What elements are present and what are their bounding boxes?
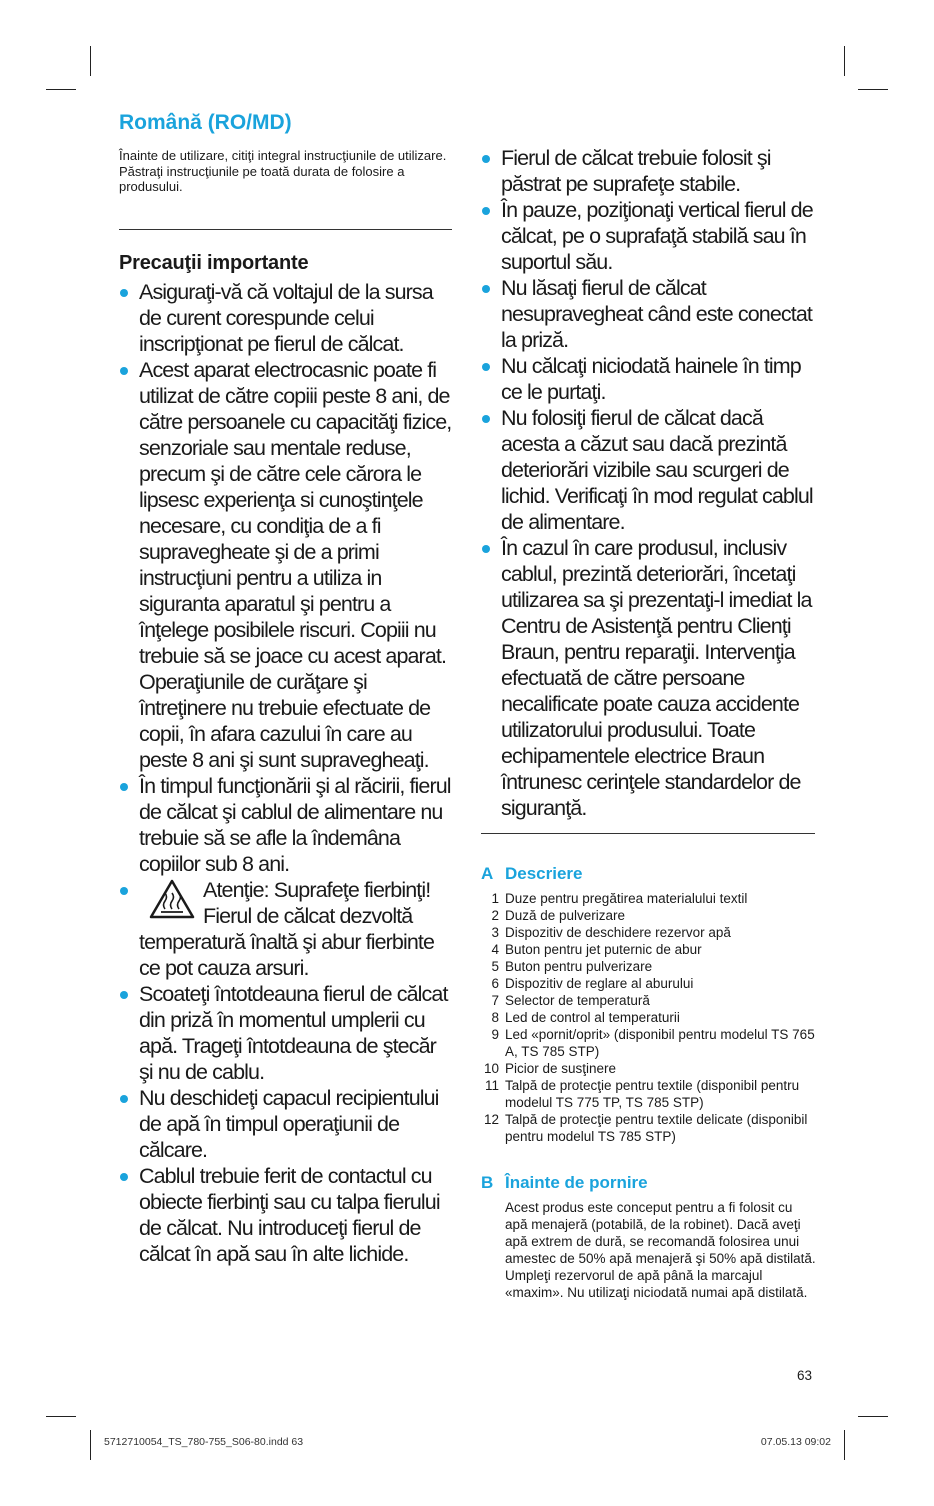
crop-mark <box>844 1430 845 1460</box>
list-item: În timpul funcţionării şi al răcirii, fierul de călcat şi cablul de alimentare nu trebuie să se afle la îndemâna copiilor sub 8 ani. <box>119 773 454 877</box>
list-item: În cazul în care produsul, inclusiv cablul, prezintă deteriorări, încetaţi utilizarea sa şi prezentaţi-l imediat la Centru de Asistenţă pentru Clienţi Braun, pentru reparaţii. Intervenţia efectuată de către persoane necalificate poate cauza accidente utilizatorului produsului. Toate echipamentele electrice Braun întrunesc cerinţele standardelor de siguranţă. <box>481 535 817 821</box>
list-item: Asiguraţi-vă că voltajul de la sursa de curent corespunde celui inscripţionat pe fierul de călcat. <box>119 279 454 357</box>
list-item: 5 Buton pentru pulverizare <box>491 959 653 974</box>
list-item: Acest aparat electrocasnic poate fi utilizat de către copiii peste 8 ani, de către persoanele cu capacităţi fizice, senzoriale sau mentale reduse, precum şi de către cele cărora le lipsesc experienţa si cunoştinţele necesare, cu condiţia de a fi supravegheate şi de a primi instrucţiuni pentru a utiliza in siguranta aparatul şi pentru a înţelege posibilele riscuri. Copiii nu trebuie să se joace cu acest aparat. Operaţiunile de curăţare şi întreţinere nu trebuie efectuate de copii, în afara cazului în care au peste 8 ani şi sunt supravegheaţi. <box>119 357 454 773</box>
section-a-heading: A Descriere <box>481 864 583 883</box>
list-item: 6 Dispozitiv de reglare al aburului <box>491 976 694 991</box>
footer-file: 5712710054_TS_780-755_S06-80.indd 63 <box>104 1436 304 1448</box>
divider <box>481 833 815 834</box>
section-b-heading: B Înainte de pornire <box>481 1173 648 1192</box>
list-item: Nu folosiţi fierul de călcat dacă acesta a căzut sau dacă prezintă deteriorări vizibile sau scurgeri de lichid. Verificaţi în mod regulat cablul de alimentare. <box>481 405 817 535</box>
description-list <box>481 890 817 1145</box>
crop-mark <box>46 89 76 90</box>
crop-mark <box>90 1430 91 1460</box>
precautions-title: Precauţii importante <box>119 251 309 274</box>
list-item: 1 Duze pentru pregătirea materialului textil <box>491 891 748 906</box>
right-column <box>481 145 817 1301</box>
page-number: 63 <box>797 1368 813 1383</box>
crop-mark <box>844 46 845 76</box>
list-item: 8 Led de control al temperaturii <box>491 1010 680 1025</box>
hot-surface-warning-icon <box>149 879 195 919</box>
list-item: 11 Talpă de protecţie pentru textile (disponibil pentru modelul TS 775 TP, TS 785 STP) <box>484 1078 800 1110</box>
list-item: 7 Selector de temperatură <box>491 993 650 1008</box>
crop-mark <box>858 1416 888 1417</box>
list-item: Nu deschideţi capacul recipientului de apă în timpul operaţiunii de călcare. <box>119 1085 454 1163</box>
list-item: 3 Dispozitiv de deschidere rezervor apă <box>491 925 731 940</box>
crop-mark <box>46 1416 76 1417</box>
precautions-list-right <box>481 145 817 821</box>
crop-mark <box>858 89 888 90</box>
warning-item: Atenţie: Suprafeţe fierbinţi! Fierul de călcat dezvoltă temperatură înaltă şi abur fierbinte ce pot cauza arsuri. <box>119 877 454 981</box>
intro-text: Înainte de utilizare, citiţi integral instrucţiunile de utilizare. Păstraţi instrucţiunile pe toată durata de folosire a produsului. <box>119 148 447 194</box>
list-item: Nu lăsaţi fierul de călcat nesupravegheat când este conectat la priză. <box>481 275 817 353</box>
list-item: Cablul trebuie ferit de contactul cu obiecte fierbinţi sau cu talpa fierului de călcat. Nu introduceţi fierul de călcat în apă sau în alte lichide. <box>119 1163 454 1267</box>
list-item: Nu călcaţi niciodată hainele în timp ce le purtaţi. <box>481 353 817 405</box>
list-item: 2 Duză de pulverizare <box>491 908 626 923</box>
list-item: Fierul de călcat trebuie folosit şi păstrat pe suprafeţe stabile. <box>481 145 817 197</box>
left-column <box>119 110 454 1267</box>
divider <box>119 229 452 230</box>
page-title: Română (RO/MD) <box>119 111 292 134</box>
precautions-list-left <box>119 279 454 1267</box>
footer-date: 07.05.13 09:02 <box>760 1436 831 1448</box>
list-item: 9 Led «pornit/oprit» (disponibil pentru modelul TS 765 A, TS 785 STP) <box>491 1027 815 1059</box>
list-item: 10 Picior de susţinere <box>483 1061 617 1076</box>
list-item: Scoateţi întotdeauna fierul de călcat din priză în momentul umplerii cu apă. Trageţi întotdeauna de ştecăr şi nu de cablu. <box>119 981 454 1085</box>
list-item: În pauze, poziţionaţi vertical fierul de călcat, pe o suprafaţă stabilă sau în suportul său. <box>481 197 817 275</box>
list-item: 4 Buton pentru jet puternic de abur <box>491 942 702 957</box>
list-item: 12 Talpă de protecţie pentru textile delicate (disponibil pentru modelul TS 785 STP) <box>483 1112 808 1144</box>
section-b-text: Acest produs este conceput pentru a fi folosit cu apă menajeră (potabilă, de la robinet). Dacă aveţi apă extrem de dură, se recomandă folosirea unui amestec de 50% apă menajeră şi 50% apă distilată. Umpleţi rezervorul de apă până la marcajul «maxim». Nu utilizaţi niciodată numai apă distilată. <box>505 1200 816 1300</box>
crop-mark <box>90 46 91 76</box>
